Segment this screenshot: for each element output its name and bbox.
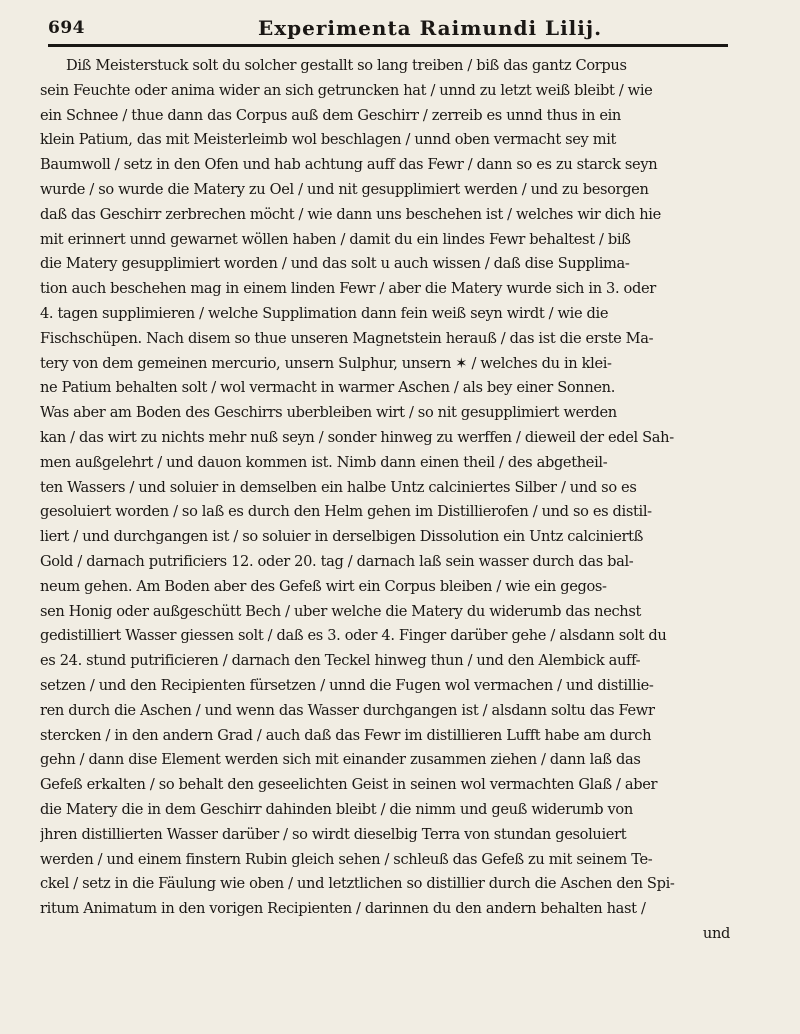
text-line: stercken / in den andern Grad / auch daß das Fewr im distillieren Lufft habe am durch bbox=[40, 726, 652, 744]
text-line: ne Patium behalten solt / wol vermacht in warmer Aschen / als bey einer Sonnen. bbox=[40, 379, 616, 397]
text-line: mit erinnert unnd gewarnet wöllen haben / damit du ein lindes Fewr behaltest / biß bbox=[40, 230, 631, 248]
text-line: Baumwoll / setz in den Ofen und hab achtung auff das Fewr / dann so es zu starck seyn bbox=[40, 156, 658, 174]
text-line: men außgelehrt / und dauon kommen ist. Nimb dann einen theil / des abgetheil- bbox=[40, 453, 608, 471]
text-line: neum gehen. Am Boden aber des Gefeß wirt ein Corpus bleiben / wie ein gegos- bbox=[40, 577, 607, 595]
text-line: klein Patium, das mit Meisterleimb wol beschlagen / unnd oben vermacht sey mit bbox=[40, 131, 617, 149]
text-line: ritum Animatum in den vorigen Recipienten / darinnen du den andern behalten hast / bbox=[40, 900, 646, 918]
text-line: Was aber am Boden des Geschirrs uberbleiben wirt / so nit gesupplimiert werden bbox=[40, 404, 617, 422]
text-line: Diß Meisterstuck solt du solcher gestallt so lang treiben / biß das gantz Corpus bbox=[66, 57, 627, 74]
text-line: kan / das wirt zu nichts mehr nuß seyn / sonder hinweg zu werffen / dieweil der edel Sah- bbox=[40, 428, 674, 446]
text-line: ten Wassers / und soluier in demselben ein halbe Untz calciniertes Silber / und so es bbox=[40, 478, 637, 496]
text-line: gehn / dann dise Element werden sich mit einander zusammen ziehen / dann laß das bbox=[40, 751, 641, 769]
text-line: ein Schnee / thue dann das Corpus auß dem Geschirr / zerreib es unnd thus in ein bbox=[40, 106, 621, 124]
text-line: tery von dem gemeinen mercurio, unsern Sulphur, unsern ✶ / welches du in klei- bbox=[40, 354, 612, 372]
text-line: wurde / so wurde die Matery zu Oel / und nit gesupplimiert werden / und zu besorgen bbox=[40, 180, 649, 198]
text-line: gesoluiert worden / so laß es durch den Helm gehen im Distillierofen / und so es distil- bbox=[40, 503, 652, 521]
text-line: setzen / und den Recipienten fürsetzen / unnd die Fugen wol vermachen / und distillie- bbox=[40, 676, 654, 694]
text-line: Gefeß erkalten / so behalt den geseelichten Geist in seinen wol vermachten Glaß / aber bbox=[40, 776, 658, 794]
text-line: es 24. stund putrificieren / darnach den Teckel hinweg thun / und den Alembick auff- bbox=[40, 652, 641, 670]
text-line: ckel / setz in die Fäulung wie oben / und letztlichen so distillier durch die Aschen den Spi- bbox=[40, 875, 675, 893]
text-line: ren durch die Aschen / und wenn das Wasser durchgangen ist / alsdann soltu das Fewr bbox=[40, 701, 655, 719]
text-line: die Matery die in dem Geschirr dahinden bleibt / die nimm und geuß widerumb von bbox=[40, 800, 633, 818]
text-line: 4. tagen supplimieren / welche Supplimation dann fein weiß seyn wirdt / wie die bbox=[40, 304, 609, 322]
text-line: gedistilliert Wasser giessen solt / daß es 3. oder 4. Finger darüber gehe / alsdann solt du bbox=[40, 627, 667, 645]
catchword: und bbox=[702, 924, 730, 942]
text-line: die Matery gesupplimiert worden / und das solt u auch wissen / daß dise Supplima- bbox=[40, 255, 630, 273]
text-line: werden / und einem finstern Rubin gleich sehen / schleuß das Gefeß zu mit seinem Te- bbox=[40, 850, 653, 868]
running-head: Experimenta Raimundi Lilij. bbox=[258, 16, 603, 40]
header-rule bbox=[48, 44, 728, 47]
text-line: jhren distillierten Wasser darüber / so wirdt dieselbig Terra von stundan gesoluiert bbox=[40, 825, 627, 843]
text-line: daß das Geschirr zerbrechen möcht / wie dann uns beschehen ist / welches wir dich hie bbox=[40, 205, 661, 223]
text-line: Fischschüpen. Nach disem so thue unseren Magnetstein herauß / das ist die erste Ma- bbox=[40, 329, 654, 347]
body-text bbox=[40, 54, 770, 947]
text-line: tion auch beschehen mag in einem linden Fewr / aber die Matery wurde sich in 3. oder bbox=[40, 280, 656, 298]
text-line: sein Feuchte oder anima wider an sich getruncken hat / unnd zu letzt weiß bleibt / wie bbox=[40, 81, 653, 99]
text-line: Gold / darnach putrificiers 12. oder 20. tag / darnach laß sein wasser durch das bal- bbox=[40, 552, 634, 570]
text-line: sen Honig oder außgeschütt Bech / uber welche die Matery du widerumb das nechst bbox=[40, 602, 642, 620]
page-number: 694 bbox=[48, 18, 85, 38]
page-header bbox=[48, 10, 748, 46]
text-line: liert / und durchgangen ist / so soluier in derselbigen Dissolution ein Untz calciniertß bbox=[40, 528, 644, 546]
